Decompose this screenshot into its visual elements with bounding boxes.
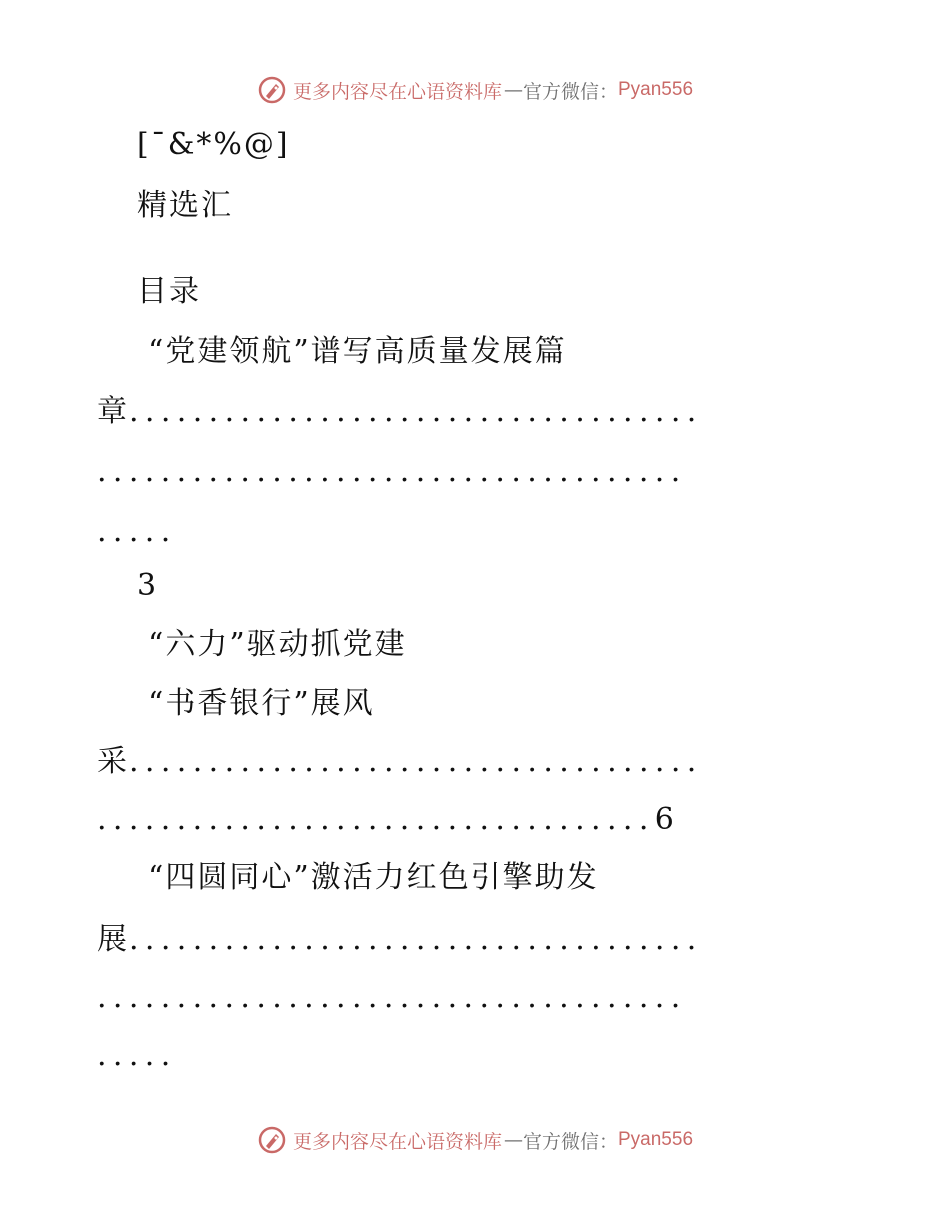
toc-entry-1-leader-3: ..... — [97, 514, 177, 549]
toc-entry-1-title-end: 章 — [97, 394, 129, 429]
watermark-label: 官方微信： — [522, 80, 618, 103]
watermark-banner-top — [0, 70, 950, 110]
toc-entry-4-title-end: 展 — [97, 922, 129, 957]
pen-nib-logo-icon — [257, 75, 287, 105]
watermark-text: 更多内容尽在心语资料库 — [292, 1130, 502, 1153]
watermark-text: 更多内容尽在心语资料库 — [292, 80, 502, 103]
toc-entry-2-title: “六力”驱动抓党建 — [148, 627, 407, 662]
toc-entry-4-leader-2: ..................................... — [97, 980, 687, 1015]
toc-entry-1-page: 3 — [137, 568, 159, 603]
toc-entry-3-title-cont — [97, 742, 703, 782]
watermark-label: 官方微信： — [522, 1130, 618, 1153]
toc-entry-1-title-cont — [97, 392, 703, 432]
toc-entry-1-title: “党建领航”谱写高质量发展篇 — [148, 334, 567, 369]
watermark-separator: — — [503, 79, 521, 101]
toc-entry-1-leader-1: .................................... — [129, 394, 703, 429]
toc-entry-3-title: “书香银行”展风 — [148, 686, 375, 721]
watermark-banner-bottom — [0, 1120, 950, 1160]
toc-entry-4-leader-3: ..... — [97, 1038, 177, 1073]
watermark-handle: Pyan556 — [618, 1129, 694, 1150]
header-symbols: [¯&*%@] — [137, 127, 290, 162]
pen-nib-logo-icon — [257, 1125, 287, 1155]
toc-entry-3-page: 6 — [654, 802, 674, 837]
watermark-separator: — — [503, 1129, 521, 1151]
toc-entry-1-leader-2: ..................................... — [97, 454, 687, 489]
header-subtitle: 精选汇 — [137, 188, 233, 223]
toc-entry-3-leader-2: ................................... — [97, 802, 655, 837]
toc-entry-3-leader-1: .................................... — [129, 744, 703, 779]
toc-entry-4-leader-1: .................................... — [129, 922, 703, 957]
toc-entry-3-leader-2-row — [97, 800, 674, 840]
watermark-handle: Pyan556 — [618, 79, 694, 100]
toc-heading: 目录 — [137, 274, 201, 309]
toc-entry-4-title-cont — [97, 920, 703, 960]
toc-entry-3-title-end: 采 — [97, 744, 129, 779]
toc-entry-4-title: “四圆同心”激活力红色引擎助发 — [148, 860, 599, 895]
